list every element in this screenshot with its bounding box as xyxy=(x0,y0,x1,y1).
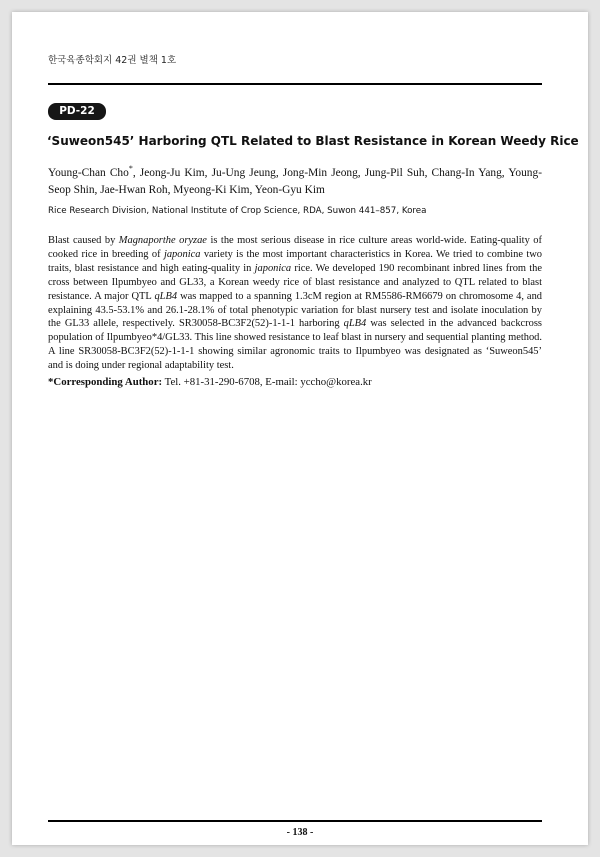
abstract-text: is the most serious disease in rice culture areas world-wide. Eating-quality of cooked rice in breeding of xyxy=(48,235,542,260)
corresponding-label: *Corresponding Author: xyxy=(48,376,163,388)
abstract-italic: japonica xyxy=(163,248,201,260)
journal-header: 한국육종학회지 42권 별책 1호 xyxy=(48,55,177,66)
corresponding-contact: Tel. +81-31-290-6708, E-mail: yccho@korea.kr xyxy=(162,376,372,388)
abstract xyxy=(48,234,542,373)
other-authors: , Jeong-Ju Kim, Ju-Ung Jeung, Jong-Min Jeong, Jung-Pil Suh, Chang-In Yang, Young-Seop Shin, Jae-Hwan Roh, Myeong-Ki Kim, Yeon-Gyu Kim xyxy=(48,166,542,196)
abstract-text: Blast caused by xyxy=(48,235,119,246)
affiliation: Rice Research Division, National Institute of Crop Science, RDA, Suwon 441–857, Korea xyxy=(48,206,427,216)
abstract-italic: qLB4 xyxy=(154,290,178,302)
abstract-text: variety is the most important characteristics in Korea. We tried to combine two traits, blast resistance and high eating-quality in xyxy=(48,248,542,274)
abstract-text: was mapped to a spanning 1.3cM region at RM5586-RM6679 on chromosome 4, and explaining 43.5-53.1% and 26.1-28.1% of total phenotypic variation for blast nursery test and isolate inoculation by the GL33 allele, respectively. SR30058-BC3F2(52)-1-1-1 harboring xyxy=(48,290,543,330)
abstract-text: rice. We developed 190 recombinant inbred lines from the cross between Ilpumbyeo and GL33, a Korean weedy rice of blast resistance and analyzed to QTL related to blast resistance. A major QTL xyxy=(48,262,543,302)
paper-title: ‘Suweon545’ Harboring QTL Related to Blast Resistance in Korean Weedy Rice xyxy=(47,134,579,148)
abstract-italic: japonica xyxy=(254,262,292,274)
abstract-text: was selected in the advanced backcross population of Ilpumbyeo*4/GL33. This line showed resistance to leaf blast in nursery and sequential planting method. A line SR30058-BC3F2(52)-1-1-1 showing similar agronomic traits to Ilpumbyeo was designated as ‘Suweon545’ and is doing under regional adaptability test. xyxy=(48,318,542,372)
header-rule xyxy=(48,83,542,85)
page-number: - 138 - xyxy=(286,827,314,838)
abstract-italic: Magnaporthe oryzae xyxy=(118,235,207,246)
author-list xyxy=(48,160,542,199)
corresponding-author xyxy=(48,376,372,388)
poster-id-badge: PD-22 xyxy=(48,103,106,120)
corresponding-marker: * xyxy=(128,164,133,173)
footer-rule xyxy=(48,820,542,822)
abstract-italic: qLB4 xyxy=(343,318,367,330)
first-author: Young-Chan Cho xyxy=(48,166,129,179)
